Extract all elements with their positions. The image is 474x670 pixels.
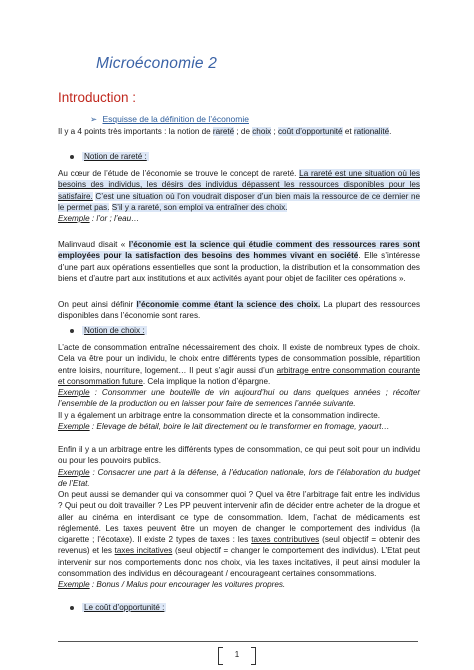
- example-label: Exemple: [58, 467, 90, 477]
- text-run: .: [389, 127, 392, 136]
- highlighted-quote: l’économie est la science qui étudie comment des ressources rares sont employées pour la satisfaction des besoins des hommes vivant en société: [58, 240, 420, 261]
- paragraph-acte-consommation: [58, 342, 420, 410]
- keyword-choix: choix: [252, 127, 272, 136]
- document-title: Microéconomie 2: [96, 55, 218, 72]
- bullet-label: Notion de choix :: [84, 326, 145, 335]
- text-run: Il y a 4 points très importants : la notion de: [58, 127, 213, 136]
- example-text: : Elevage de bétail, boire le lait directement ou le transformer en fromage, yaourt…: [89, 422, 390, 432]
- text-run: La plupart des ressources disponibles dans l’économie sont rares.: [58, 300, 421, 321]
- text-run: ; de: [234, 127, 253, 136]
- text-run: . Cela implique la notion d’épargne.: [142, 376, 271, 386]
- text-run: On peut aussi se demander qui va consommer quoi ? Quel va être l’arbitrage fait entre les individus ? Qui peut ou doit travailler ? Les PP peuvent intervenir afin de décider entre acheter de la drogue et aller au cinéma en interdisant ce type de consommation. Idem, l’achat de médicaments est réglementé. Les taxes peuvent être un moyen de changer le comportement des individus (la cigarette ; l’écotaxe). Il existe 2 types de taxes : les: [58, 490, 420, 545]
- example-text: : l’or ; l’eau…: [89, 214, 140, 224]
- bullet-dot-icon: [70, 606, 74, 610]
- keyword-rationalite: rationalité: [353, 127, 390, 136]
- highlighted-definition: l’économie comme étant la science des choix.: [136, 300, 321, 309]
- example-text: : Consacrer une part à la défense, à l’éducation nationale, lors de l’élaboration du budget de l’Etat.: [58, 467, 420, 488]
- text-run: Enfin il y a un arbitrage entre les différents types de consommation, ce qui peut soit pour un individu ou pour les pouvoirs publics.: [58, 445, 420, 466]
- subsection-heading: [90, 114, 249, 125]
- paragraph-malinvaud: [58, 239, 420, 284]
- paragraph-consommation-directe: [58, 410, 420, 433]
- bullet-dot-icon: [70, 155, 74, 159]
- paragraph-taxes: [58, 489, 420, 591]
- highlighted-text: S’il y a rareté, son emploi va entraîner des choix.: [111, 202, 288, 212]
- underlined-term: taxes contributives: [251, 535, 320, 545]
- underlined-term: taxes incitatives: [114, 546, 173, 556]
- section-heading-introduction: Introduction :: [58, 90, 137, 105]
- footer-divider: [58, 641, 418, 642]
- text-run: et: [342, 127, 354, 136]
- bullet-dot-icon: [70, 329, 74, 333]
- text-run: L’acte de consommation entraîne nécessairement des choix. Il existe de nombreux types de choix. Cela va être pour un individu, le choix entre différents types de consommation possible, répartition entre loisirs, nourriture, logement… Il peut s’agir aussi d’un: [58, 343, 420, 375]
- paragraph-science-des-choix: [58, 299, 420, 322]
- text-run: ;: [271, 127, 278, 136]
- paragraph-four-points: [58, 126, 420, 137]
- text-run: (seul objectif = changer le comportement des individus). L’Etat peut intervenir sur nos comportements donc nos choix, via les taxes incitatives, il peut ainsi moduler la consommation des individus en décourageant / encourageant certaines consommations.: [58, 546, 421, 579]
- text-run: Malinvaud disait «: [58, 240, 129, 249]
- example-text: : Consommer une bouteille de vin aujourd’hui ou dans quelques années ; récolter l’ensemble de la production ou en laisser pour faire de semences l’année suivante.: [58, 388, 420, 409]
- keyword-cout-opportunite: coût d’opportunité: [277, 127, 343, 136]
- paragraph-types-consommation: [58, 444, 420, 489]
- example-label: Exemple: [58, 214, 90, 224]
- underlined-text: arbitrage entre consommation courante et consommation future: [58, 365, 420, 386]
- bullet-notion-rarete: [70, 152, 149, 161]
- highlighted-definition: La rareté est une situation où les besoins des individus, les désirs des individus dépassent les ressources disponibles pour les satisfaire.: [58, 169, 420, 201]
- bullet-cout-opportunite: [70, 603, 166, 612]
- page-number: 1: [218, 646, 256, 664]
- example-label: Exemple: [58, 580, 90, 590]
- text-run: On peut ainsi définir: [58, 300, 137, 309]
- example-label: Exemple: [58, 388, 90, 398]
- subsection-heading-label: Esquisse de la définition de l’économie: [102, 114, 249, 124]
- bullet-label: Notion de rareté :: [84, 152, 147, 161]
- text-run: (seul objectif = obtenir des revenus) et les: [58, 535, 420, 556]
- bullet-notion-choix: [70, 326, 147, 335]
- text-run: . Elle s’intéresse d’une part aux opérations essentielles que sont la production, la distribution et la consommation des biens et d’autre part aux institutions et aux activités ayant pour objet de faciliter ces opérations ».: [58, 251, 421, 283]
- example-label: Exemple: [58, 422, 90, 432]
- example-text: : Bonus / Malus pour encourager les voitures propres.: [89, 580, 286, 590]
- arrow-bullet-icon: ➢: [90, 114, 98, 124]
- bullet-label: Le coût d’opportunité :: [84, 603, 165, 612]
- highlighted-text: C’est une situation où l’on voudrait disposer d’un bien mais la ressource de ce dernier ne le permet pas.: [58, 191, 420, 212]
- paragraph-rarete: [58, 168, 420, 224]
- text-run: Il y a également un arbitrage entre la consommation directe et la consommation indirecte.: [58, 411, 381, 420]
- keyword-rarete: rareté: [212, 127, 235, 136]
- text-run: Au cœur de l’étude de l’économie se trouve le concept de rareté.: [58, 169, 300, 178]
